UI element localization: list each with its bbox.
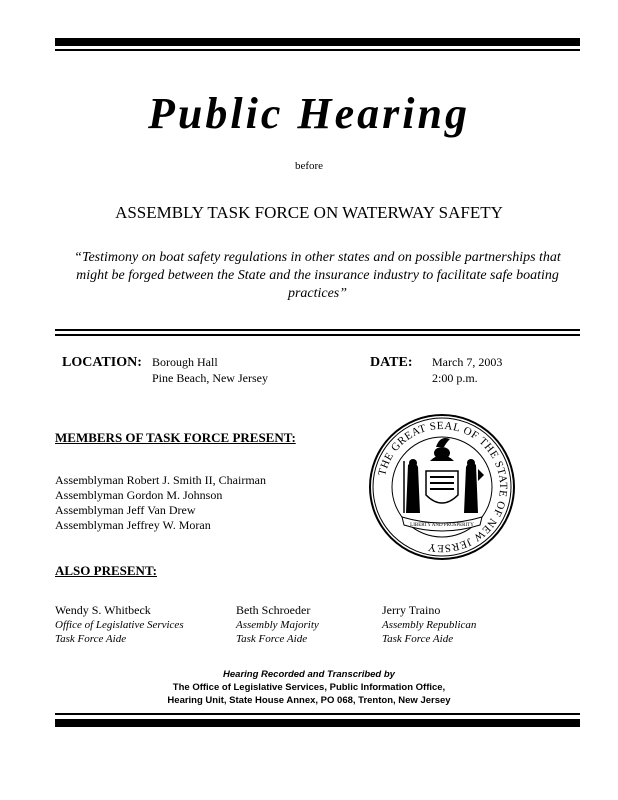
- committee-name: ASSEMBLY TASK FORCE ON WATERWAY SAFETY: [115, 203, 503, 222]
- staff-role: Task Force Aide: [382, 633, 454, 645]
- date-line1: March 7, 2003: [432, 355, 503, 369]
- staff-name: Beth Schroeder: [236, 603, 311, 617]
- staff-role: Task Force Aide: [55, 633, 127, 645]
- document-title: Public Hearing: [148, 89, 470, 138]
- staff-org: Assembly Republican: [382, 619, 477, 631]
- footer-line2: The Office of Legislative Services, Public Information Office,: [172, 682, 446, 693]
- date-value: [432, 354, 502, 386]
- seal-ring-text: THE GREAT SEAL OF THE STATE OF NEW JERSEY: [376, 419, 510, 555]
- staff-member: [382, 603, 476, 646]
- staff-org: Office of Legislative Services: [55, 619, 184, 631]
- member-item: Assemblyman Gordon M. Johnson: [55, 488, 223, 502]
- date-line2: 2:00 p.m.: [432, 371, 478, 385]
- members-heading: MEMBERS OF TASK FORCE PRESENT:: [55, 430, 296, 445]
- footer-line3: Hearing Unit, State House Annex, PO 068, Trenton, New Jersey: [167, 695, 451, 706]
- staff-member: [55, 603, 184, 646]
- staff-org: Assembly Majority: [236, 619, 319, 631]
- transcription-credit: [0, 668, 618, 707]
- date-label: DATE:: [370, 355, 413, 370]
- staff-name: Jerry Traino: [382, 603, 441, 617]
- mid-rule-bottom: [55, 334, 580, 336]
- member-item: Assemblyman Jeff Van Drew: [55, 503, 196, 517]
- seal-banner-text: LIBERTY AND PROSPERITY: [410, 523, 474, 528]
- location-value: [152, 354, 268, 386]
- before-label: before: [294, 160, 324, 172]
- top-rule-thick: [55, 38, 580, 46]
- mid-rule-top: [55, 329, 580, 331]
- state-seal-icon: [368, 413, 516, 561]
- member-item: Assemblyman Robert J. Smith II, Chairman: [55, 473, 266, 487]
- staff-member: [236, 603, 319, 646]
- members-list: [55, 473, 266, 533]
- also-present-heading: ALSO PRESENT:: [55, 563, 157, 578]
- footer-line1: Hearing Recorded and Transcribed by: [223, 669, 395, 680]
- bottom-rule-thick: [55, 719, 580, 727]
- hearing-subject: “Testimony on boat safety regulations in other states and on possible partnerships that might be forged between the State and the insurance industry to facilitate safe boating practices”: [74, 250, 561, 301]
- staff-name: Wendy S. Whitbeck: [55, 603, 151, 617]
- location-label: LOCATION:: [62, 355, 142, 370]
- location-line2: Pine Beach, New Jersey: [152, 371, 268, 385]
- location-line1: Borough Hall: [152, 355, 218, 369]
- staff-role: Task Force Aide: [236, 633, 308, 645]
- bottom-rule-thin: [55, 713, 580, 715]
- member-item: Assemblyman Jeffrey W. Moran: [55, 518, 211, 532]
- top-rule-thin: [55, 49, 580, 51]
